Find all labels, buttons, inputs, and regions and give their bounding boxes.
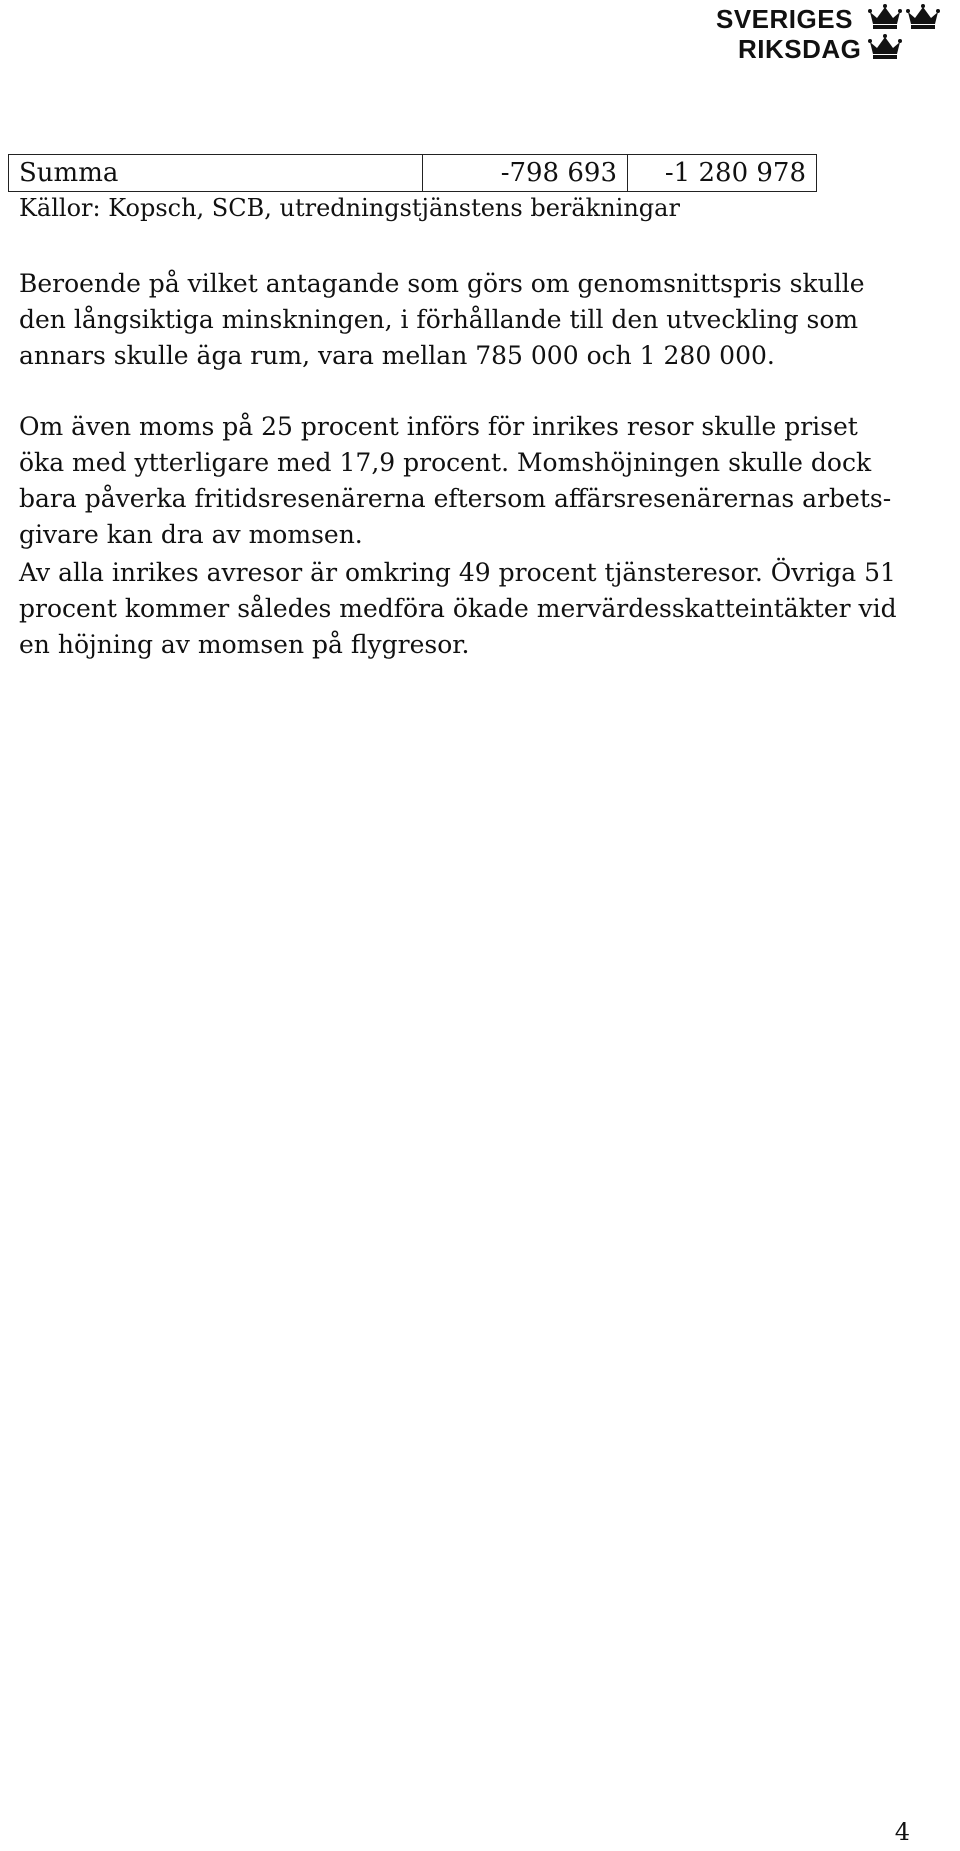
paragraph-vat — [19, 409, 919, 553]
table-row — [9, 155, 817, 192]
riksdag-logo — [706, 2, 946, 62]
logo-text-riksdag: RIKSDAG — [738, 34, 862, 64]
summary-value-low: -798 693 — [423, 155, 628, 192]
paragraph-line: en höjning av momsen på flygresor. — [19, 630, 470, 659]
summary-value-high: -1 280 978 — [628, 155, 817, 192]
paragraph-reduction — [19, 266, 919, 374]
paragraph-line: bara påverka fritidsresenärerna eftersom affärsresenärernas arbets- — [19, 484, 892, 513]
crown-icon — [868, 4, 902, 30]
paragraph-line: Beroende på vilket antagande som görs om genomsnittspris skulle — [19, 269, 865, 298]
summary-label: Summa — [9, 155, 423, 192]
paragraph-line: givare kan dra av momsen. — [19, 520, 363, 549]
logo-text-sveriges: SVERIGES — [716, 4, 853, 34]
crown-icon — [906, 4, 940, 30]
table-source-note: Källor: Kopsch, SCB, utredningstjänstens beräkningar — [19, 194, 680, 222]
paragraph-line: Om även moms på 25 procent införs för inrikes resor skulle priset — [19, 412, 858, 441]
paragraph-line: Av alla inrikes avresor är omkring 49 procent tjänsteresor. Övriga 51 — [19, 558, 896, 587]
paragraph-line: procent kommer således medföra ökade mervärdesskatteintäkter vid — [19, 594, 897, 623]
crown-icon — [868, 34, 902, 60]
paragraph-line: öka med ytterligare med 17,9 procent. Momshöjningen skulle dock — [19, 448, 872, 477]
paragraph-business-travel — [19, 555, 919, 663]
paragraph-line: annars skulle äga rum, vara mellan 785 000 och 1 280 000. — [19, 341, 775, 370]
paragraph-line: den långsiktiga minskningen, i förhållande till den utveckling som — [19, 305, 859, 334]
page-number: 4 — [894, 1818, 910, 1846]
summary-table — [8, 154, 817, 192]
